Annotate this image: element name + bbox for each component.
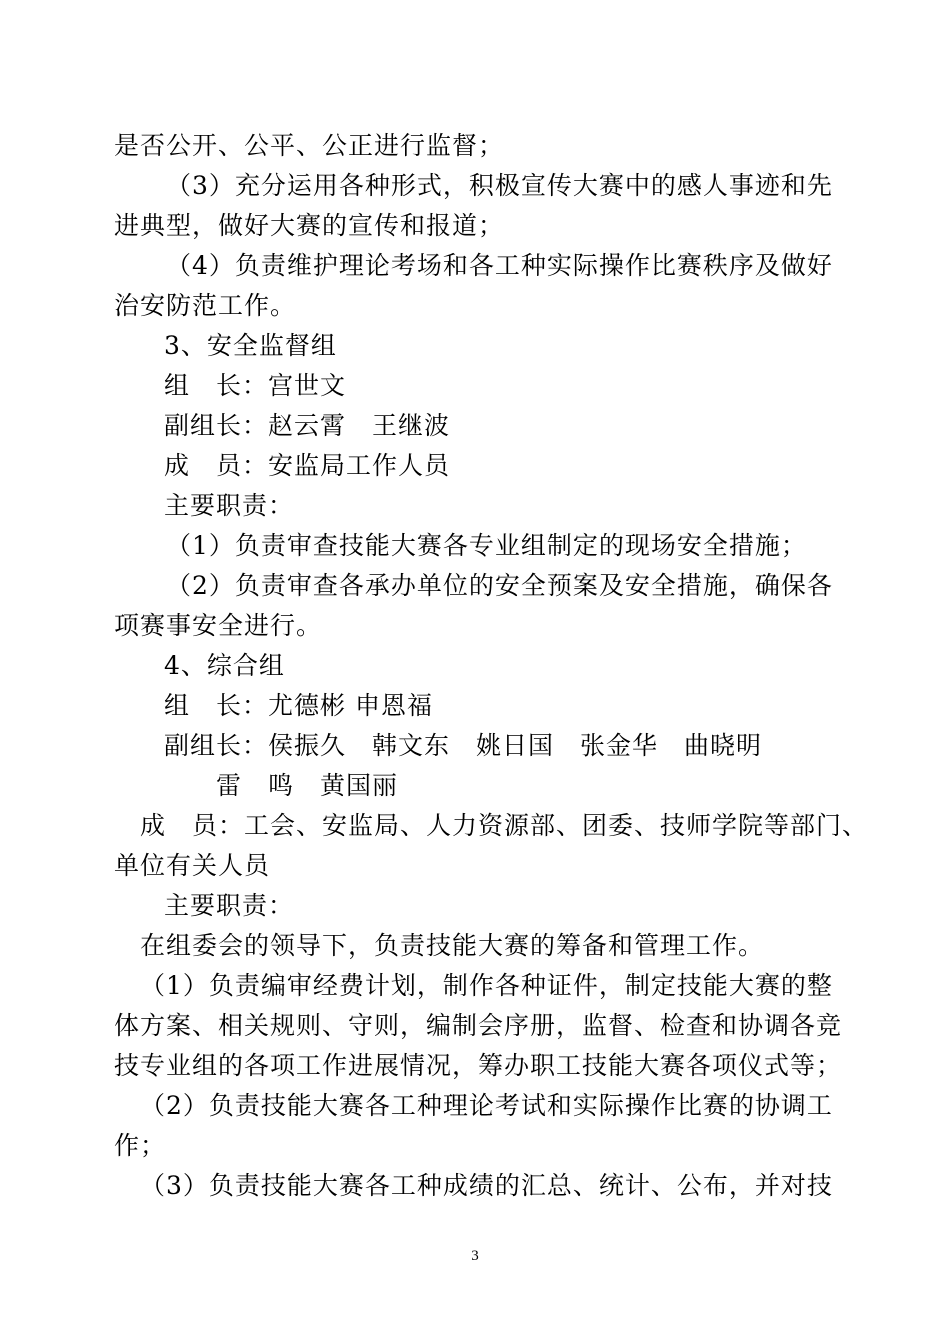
body-line-8: 副组长：赵云霄 王继波: [164, 411, 451, 440]
body-line-20: 主要职责：: [164, 891, 295, 920]
body-line-2: （3）充分运用各种形式，积极宣传大赛中的感人事迹和先: [166, 171, 833, 200]
body-line-24: 技专业组的各项工作进展情况，筹办职工技能大赛各项仪式等；: [114, 1051, 843, 1080]
body-line-3: 进典型，做好大赛的宣传和报道；: [114, 211, 505, 240]
body-line-21: 在组委会的领导下，负责技能大赛的筹备和管理工作。: [140, 931, 765, 960]
body-line-13: 项赛事安全进行。: [114, 611, 323, 640]
body-line-1: 是否公开、公平、公正进行监督；: [114, 131, 505, 160]
body-line-11: （1）负责审查技能大赛各专业组制定的现场安全措施；: [166, 531, 807, 560]
body-line-12: （2）负责审查各承办单位的安全预案及安全措施，确保各: [166, 571, 833, 600]
body-line-25: （2）负责技能大赛各工种理论考试和实际操作比赛的协调工: [140, 1091, 833, 1120]
body-line-5: 治安防范工作。: [114, 291, 297, 320]
page-number: 3: [471, 1248, 479, 1264]
body-line-7: 组 长：宫世文: [164, 371, 347, 400]
body-line-22: （1）负责编审经费计划，制作各种证件，制定技能大赛的整: [140, 971, 833, 1000]
body-line-4: （4）负责维护理论考场和各工种实际操作比赛秩序及做好: [166, 251, 833, 280]
body-line-18: 成 员：工会、安监局、人力资源部、团委、技师学院等部门、: [140, 811, 869, 840]
body-line-17: 雷 鸣 黄国丽: [216, 771, 399, 800]
body-line-16: 副组长：侯振久 韩文东 姚日国 张金华 曲晓明: [164, 731, 763, 760]
body-line-23: 体方案、相关规则、守则，编制会序册，监督、检查和协调各竞: [114, 1011, 843, 1040]
body-line-9: 成 员：安监局工作人员: [164, 451, 451, 480]
body-line-15: 组 长：尤德彬 申恩福: [164, 691, 433, 720]
section-heading-safety: 3、安全监督组: [164, 331, 337, 360]
body-line-19: 单位有关人员: [114, 851, 271, 880]
body-line-27: （3）负责技能大赛各工种成绩的汇总、统计、公布，并对技: [140, 1171, 833, 1200]
body-line-26: 作；: [114, 1131, 167, 1160]
section-heading-general: 4、综合组: [164, 651, 285, 680]
body-line-10: 主要职责：: [164, 491, 295, 520]
